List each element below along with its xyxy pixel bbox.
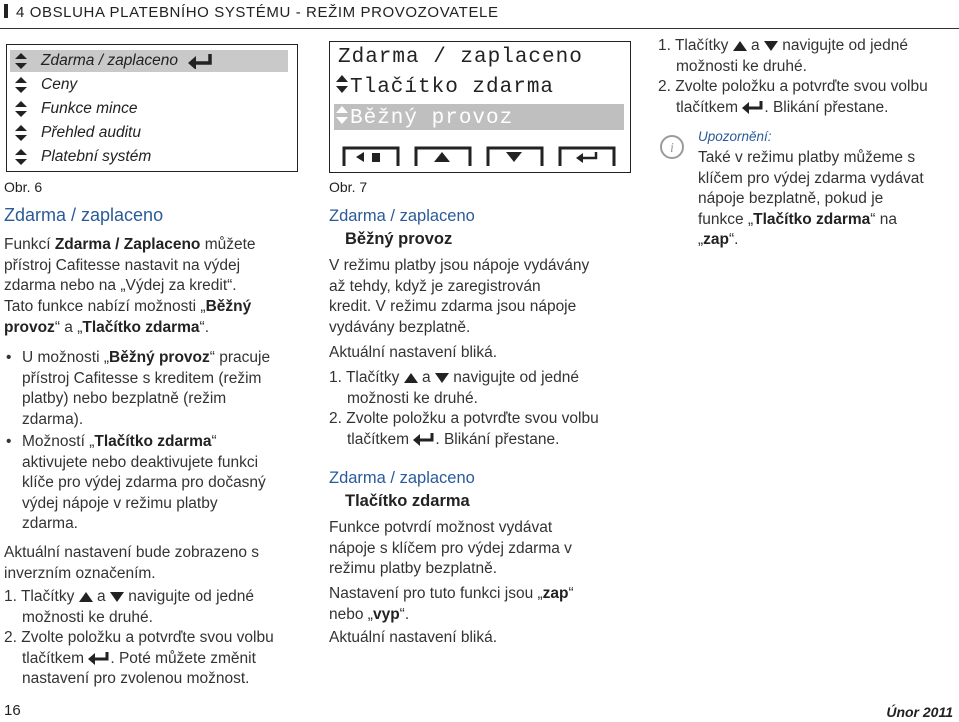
- menu-item: [15, 74, 77, 96]
- bullet-icon: •: [6, 349, 12, 366]
- lcd-figure: [329, 41, 631, 173]
- menu-item-label: Zdarma / zaplaceno: [41, 52, 178, 69]
- col2-current-setting-1: Aktuální nastavení bliká.: [329, 344, 498, 361]
- col2-current-setting-2: Aktuální nastavení bliká.: [329, 629, 498, 646]
- menu-item-label: Funkce mince: [41, 100, 138, 117]
- enter-icon: [188, 53, 214, 69]
- updown-arrow-icon: [336, 106, 348, 124]
- menu-item-label: Přehled auditu: [41, 124, 141, 141]
- menu-figure: [6, 44, 298, 172]
- col2-para-2: Funkce potvrdí možnost vydávat nápoje s klíčem pro výdej zdarma v režimu platby bezplatně.: [329, 519, 572, 577]
- page-number: 16: [4, 702, 21, 719]
- softkey-up-icon: [416, 148, 470, 166]
- updown-arrow-icon: [336, 75, 348, 93]
- lcd-softkeys: [342, 144, 622, 168]
- col2-para-3: Nastavení pro tuto funkci jsou „zap“ nebo „vyp“.: [329, 585, 574, 623]
- softkey-down-icon: [488, 148, 542, 166]
- updown-arrow-icon: [15, 53, 27, 69]
- updown-arrow-icon: [15, 101, 27, 117]
- menu-item-label: Platební systém: [41, 148, 152, 165]
- menu-item-label: Ceny: [41, 76, 78, 93]
- up-arrow-icon: [79, 592, 93, 602]
- col2-para-1: V režimu platby jsou nápoje vydávány až tehdy, když je zaregistrován kredit. V režimu zdarma jsou nápoje vydávány bezplatně.: [329, 257, 590, 336]
- col1-current-setting: Aktuální nastavení bude zobrazeno s inverzním označením.: [4, 544, 260, 582]
- footer-date: Únor 2011: [886, 704, 953, 720]
- subsection-subheading-2: Tlačítko zdarma: [345, 492, 470, 510]
- menu-item: [15, 98, 137, 120]
- softkey-back-icon: [344, 148, 398, 166]
- bullet-item: • Možností „Tlačítko zdarma“ aktivujete nebo deaktivujete funkci klíče pro výdej zdarma pro dočasný výdej nápoje v režimu platby zdarma.: [6, 433, 266, 532]
- col2-steps: 1. Tlačítky a navigujte od jedné možnosti ke druhé. 2. Zvolte položku a potvrďte svou volbu tlačítkem . Blikání přestane.: [329, 369, 599, 448]
- menu-item-selected: [10, 50, 288, 72]
- down-arrow-icon: [110, 592, 124, 602]
- down-arrow-icon: [435, 373, 449, 383]
- lcd-line-3-text: Běžný provoz: [350, 107, 514, 130]
- figure-7-label: Obr. 7: [329, 179, 368, 195]
- bullet-item: • U možnosti „Běžný provoz“ pracuje přístroj Cafitesse s kreditem (režim platby) nebo bezplatně (režim zdarma).: [6, 349, 271, 428]
- up-arrow-icon: [404, 373, 418, 383]
- updown-arrow-icon: [15, 77, 27, 93]
- lcd-line-1: Zdarma / zaplaceno: [338, 46, 583, 69]
- col1-options: Tato funkce nabízí možnosti „Běžný provoz“ a „Tlačítko zdarma“.: [4, 298, 252, 336]
- col1-intro: Funkcí Zdarma / Zaplaceno můžete přístroj Cafitesse nastavit na výdej zdarma nebo na „Výdej za kredit“.: [4, 236, 256, 294]
- note-text: Také v režimu platby můžeme s klíčem pro výdej zdarma vydávat nápoje bezplatně, pokud je funkce „Tlačítko zdarma“ na „zap“.: [698, 149, 924, 248]
- softkey-enter-icon: [560, 148, 614, 166]
- section-heading: Zdarma / zaplaceno: [4, 205, 164, 225]
- lcd-line-2: [336, 75, 554, 99]
- lcd-line-2-text: Tlačítko zdarma: [350, 76, 555, 99]
- menu-item: [15, 146, 151, 168]
- col1-steps: 1. Tlačítky a navigujte od jedné možnosti ke druhé. 2. Zvolte položku a potvrďte svou volbu tlačítkem . Poté můžete změnit nastavení pro zvolenou možnost.: [4, 588, 274, 687]
- menu-item: [15, 122, 141, 144]
- down-arrow-icon: [764, 41, 778, 51]
- up-arrow-icon: [733, 41, 747, 51]
- enter-icon: [88, 651, 110, 665]
- updown-arrow-icon: [15, 125, 27, 141]
- svg-text:i: i: [670, 141, 674, 156]
- enter-icon: [742, 100, 764, 114]
- lcd-line-3: [336, 106, 513, 130]
- info-icon: [660, 135, 684, 159]
- figure-6-label: Obr. 6: [4, 179, 43, 195]
- subsection-heading-1: Zdarma / zaplaceno: [329, 207, 475, 225]
- subsection-heading-2: Zdarma / zaplaceno: [329, 469, 475, 487]
- section-title: 4 OBSLUHA PLATEBNÍHO SYSTÉMU - REŽIM PROVOZOVATELE: [16, 4, 499, 21]
- enter-icon: [413, 432, 435, 446]
- bullet-icon: •: [6, 433, 12, 450]
- header-rule: [0, 28, 959, 29]
- updown-arrow-icon: [15, 149, 27, 165]
- header-bar-icon: [4, 4, 8, 18]
- subsection-subheading-1: Běžný provoz: [345, 230, 453, 248]
- section-header: [4, 4, 499, 21]
- col3-steps: 1. Tlačítky a navigujte od jedné možnosti ke druhé. 2. Zvolte položku a potvrďte svou volbu tlačítkem . Blikání přestane.: [658, 37, 928, 116]
- note-label: Upozornění:: [698, 129, 772, 144]
